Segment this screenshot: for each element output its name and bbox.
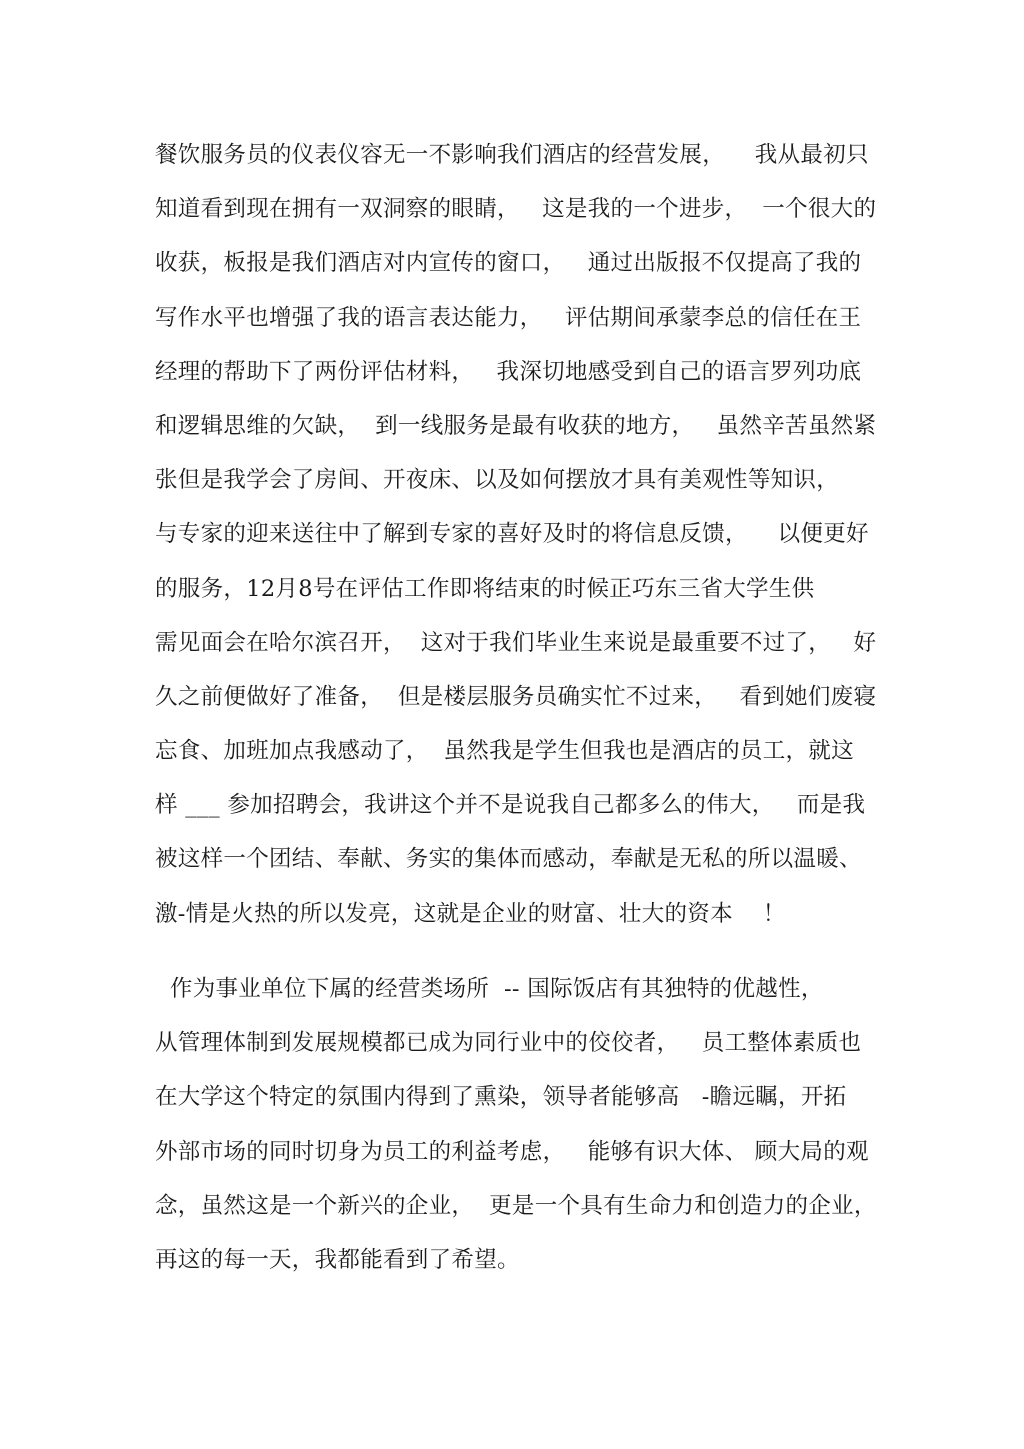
paragraph-line: 的服务，12月8号在评估工作即将结束的时候正巧东三省大学生供 bbox=[155, 575, 815, 602]
paragraph-line: 外部市场的同时切身为员工的利益考虑， 能够有识大体、 顾大局的观 bbox=[155, 1138, 869, 1165]
paragraph-line: 餐饮服务员的仪表仪容无一不影响我们酒店的经营发展， 我从最初只 bbox=[155, 142, 869, 168]
paragraph-line: 和逻辑思维的欠缺， 到一线服务是最有收获的地方， 虽然辛苦虽然紧 bbox=[155, 412, 877, 439]
paragraph-line: 写作水平也增强了我的语言表达能力， 评估期间承蒙李总的信任在王 bbox=[155, 304, 862, 331]
paragraph-line: 忘食、加班加点我感动了， 虽然我是学生但我也是酒店的员工，就这 bbox=[155, 738, 854, 765]
paragraph-line: 作为事业单位下属的经营类场所 -- 国际饭店有其独特的优越性， bbox=[155, 976, 824, 1002]
paragraph-line: 知道看到现在拥有一双洞察的眼睛， 这是我的一个进步， 一个很大的 bbox=[155, 196, 877, 223]
paragraph-line: 与专家的迎来送往中了解到专家的喜好及时的将信息反馈， 以便更好 bbox=[155, 521, 869, 548]
paragraph-line: 被这样一个团结、奉献、务实的集体而感动，奉献是无私的所以温暖、 bbox=[155, 846, 862, 873]
paragraph-line: 久之前便做好了准备， 但是楼层服务员确实忙不过来， 看到她们废寝 bbox=[155, 683, 877, 710]
paragraph-2 bbox=[155, 962, 875, 1287]
paragraph-line: 需见面会在哈尔滨召开， 这对于我们毕业生来说是最重要不过了， 好 bbox=[155, 629, 877, 656]
paragraph-line: 从管理体制到发展规模都已成为同行业中的佼佼者， 员工整体素质也 bbox=[155, 1030, 862, 1057]
paragraph-line: 念，虽然这是一个新兴的企业， 更是一个具有生命力和创造力的企业， bbox=[155, 1192, 877, 1219]
paragraph-line: 再这的每一天，我都能看到了希望。 bbox=[155, 1246, 520, 1273]
paragraph-line: 激-情是火热的所以发亮，这就是企业的财富、壮大的资本 ！ bbox=[155, 900, 786, 927]
paragraph-line: 张但是我学会了房间、开夜床、以及如何摆放才具有美观性等知识， bbox=[155, 467, 840, 494]
paragraph-1 bbox=[155, 128, 875, 941]
paragraph-line: 在大学这个特定的氛围内得到了熏染，领导者能够高 -瞻远瞩，开拓 bbox=[155, 1084, 847, 1111]
paragraph-line: 收获，板报是我们酒店对内宣传的窗口， 通过出版报不仅提高了我的 bbox=[155, 250, 862, 277]
paragraph-line: 样 ___ 参加招聘会，我讲这个并不是说我自己都多么的伟大， 而是我 bbox=[155, 792, 866, 819]
paragraph-line: 经理的帮助下了两份评估材料， 我深切地感受到自己的语言罗列功底 bbox=[155, 358, 862, 385]
